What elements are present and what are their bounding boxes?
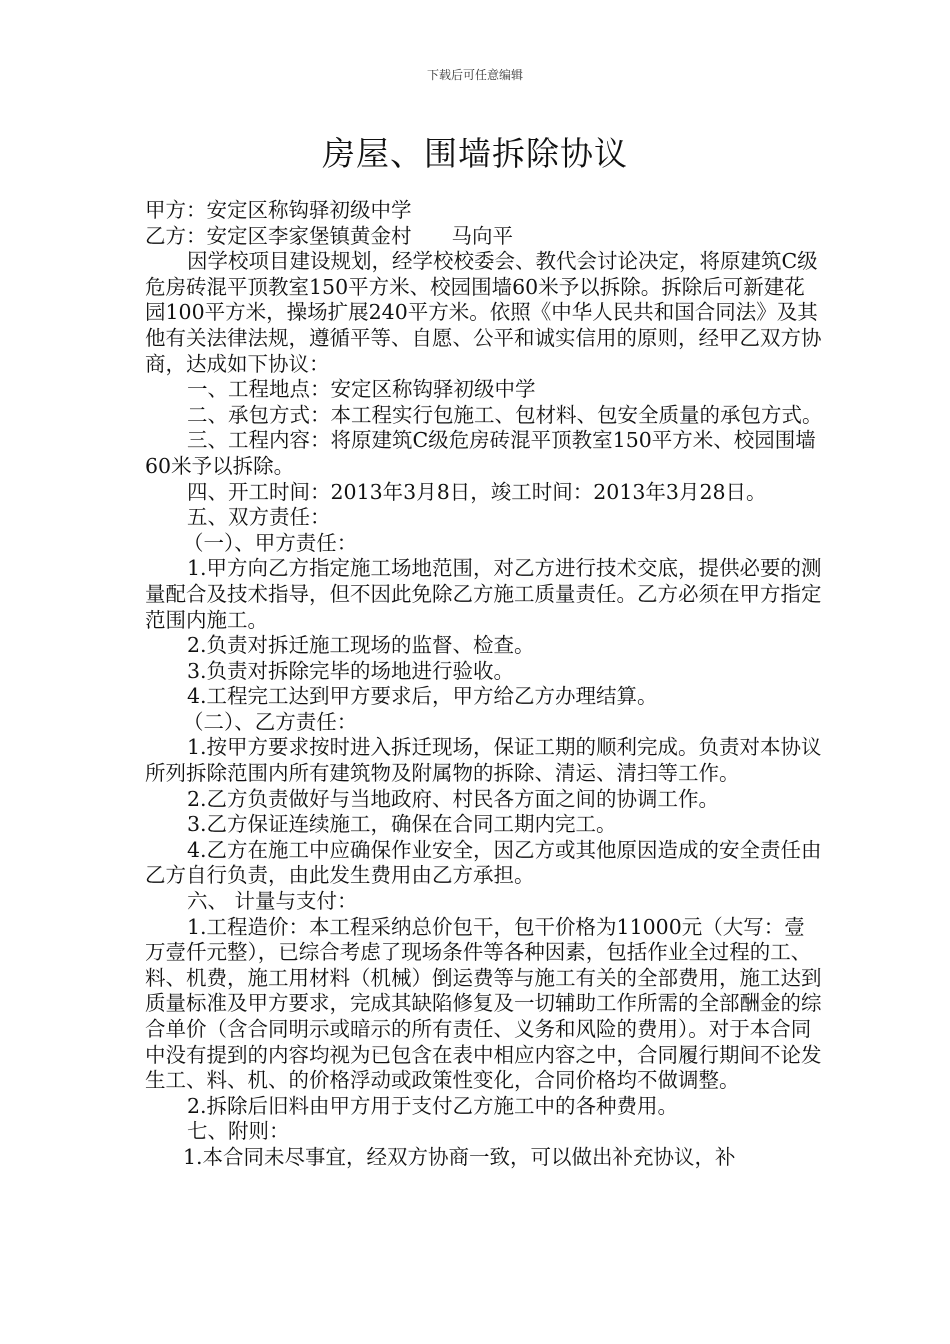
paragraph: 七、附则： <box>187 1119 290 1144</box>
paragraph: 二、承包方式：本工程实行包施工、包材料、包安全质量的承包方式。 <box>187 402 823 427</box>
paragraph-list <box>145 249 825 1170</box>
paragraph: 3.乙方保证连续施工，确保在合同工期内完工。 <box>187 812 617 837</box>
paragraph: 1.甲方向乙方指定施工场地范围，对乙方进行技术交底，提供必要的测量配合及技术指导，但不因此免除乙方施工质量责任。乙方必须在甲方指定范围内施工。 <box>145 556 822 632</box>
paragraph: 因学校项目建设规划，经学校校委会、教代会讨论决定，将原建筑C级危房砖混平顶教室150平方米、校园围墙60米予以拆除。拆除后可新建花园100平方米，操场扩展240平方米。依照《中华人民共和国合同法》及其他有关法律法规，遵循平等、自愿、公平和诚实信用的原则，经甲乙双方协商，达成如下协议： <box>145 249 822 376</box>
paragraph: （一）、甲方责任： <box>183 530 358 555</box>
paragraph: 4.乙方在施工中应确保作业安全，因乙方或其他原因造成的安全责任由乙方自行负责，由此发生费用由乙方承担。 <box>145 837 822 888</box>
document-title: 房屋、围墙拆除协议 <box>322 134 628 173</box>
paragraph: 1.本合同未尽事宜，经双方协商一致，可以做出补充协议，补 <box>183 1144 736 1169</box>
document-body <box>145 198 825 1171</box>
header-note: 下载后可任意编辑 <box>426 68 523 82</box>
paragraph: 五、双方责任： <box>187 505 331 530</box>
party-a-line: 甲方：安定区称钩驿初级中学 <box>145 198 412 222</box>
party-b-line <box>145 224 825 250</box>
party-b-label: 乙方：安定区李家堡镇黄金村 <box>145 223 412 248</box>
paragraph: 2.乙方负责做好与当地政府、村民各方面之间的协调工作。 <box>187 786 720 811</box>
paragraph: 2.拆除后旧料由甲方用于支付乙方施工中的各种费用。 <box>187 1093 679 1118</box>
paragraph: 三、工程内容：将原建筑C级危房砖混平顶教室150平方米、校园围墙60米予以拆除。 <box>145 428 816 478</box>
paragraph: 3.负责对拆除完毕的场地进行验收。 <box>187 658 515 683</box>
paragraph: 四、开工时间：2013年3月8日，竣工时间：2013年3月28日。 <box>187 479 767 504</box>
paragraph: 六、 计量与支付： <box>187 889 358 914</box>
paragraph: 2.负责对拆迁施工现场的监督、检查。 <box>187 633 535 658</box>
paragraph: 1.按甲方要求按时进入拆迁现场，保证工期的顺利完成。负责对本协议所列拆除范围内所有建筑物及附属物的拆除、清运、清扫等工作。 <box>145 735 822 786</box>
paragraph: （二）、乙方责任： <box>183 709 358 734</box>
paragraph: 4.工程完工达到甲方要求后，甲方给乙方办理结算。 <box>187 684 658 709</box>
paragraph: 一、工程地点：安定区称钩驿初级中学 <box>187 377 536 402</box>
party-b-name: 马向平 <box>451 223 513 248</box>
paragraph: 1.工程造价：本工程采纳总价包干，包干价格为11000元（大写：壹万壹仟元整），已综合考虑了现场条件等各种因素，包括作业全过程的工、料、机费，施工用材料（机械）倒运费等与施工有关的全部费用，施工达到质量标准及甲方要求，完成其缺陷修复及一切辅助工作所需的全部酬金的综合单价（含合同明示或暗示的所有责任、义务和风险的费用）。对于本合同中没有提到的内容均视为已包含在表中相应内容之中，合同履行期间不论发生工、料、机、的价格浮动或政策性变化，合同价格均不做调整。 <box>145 914 822 1093</box>
